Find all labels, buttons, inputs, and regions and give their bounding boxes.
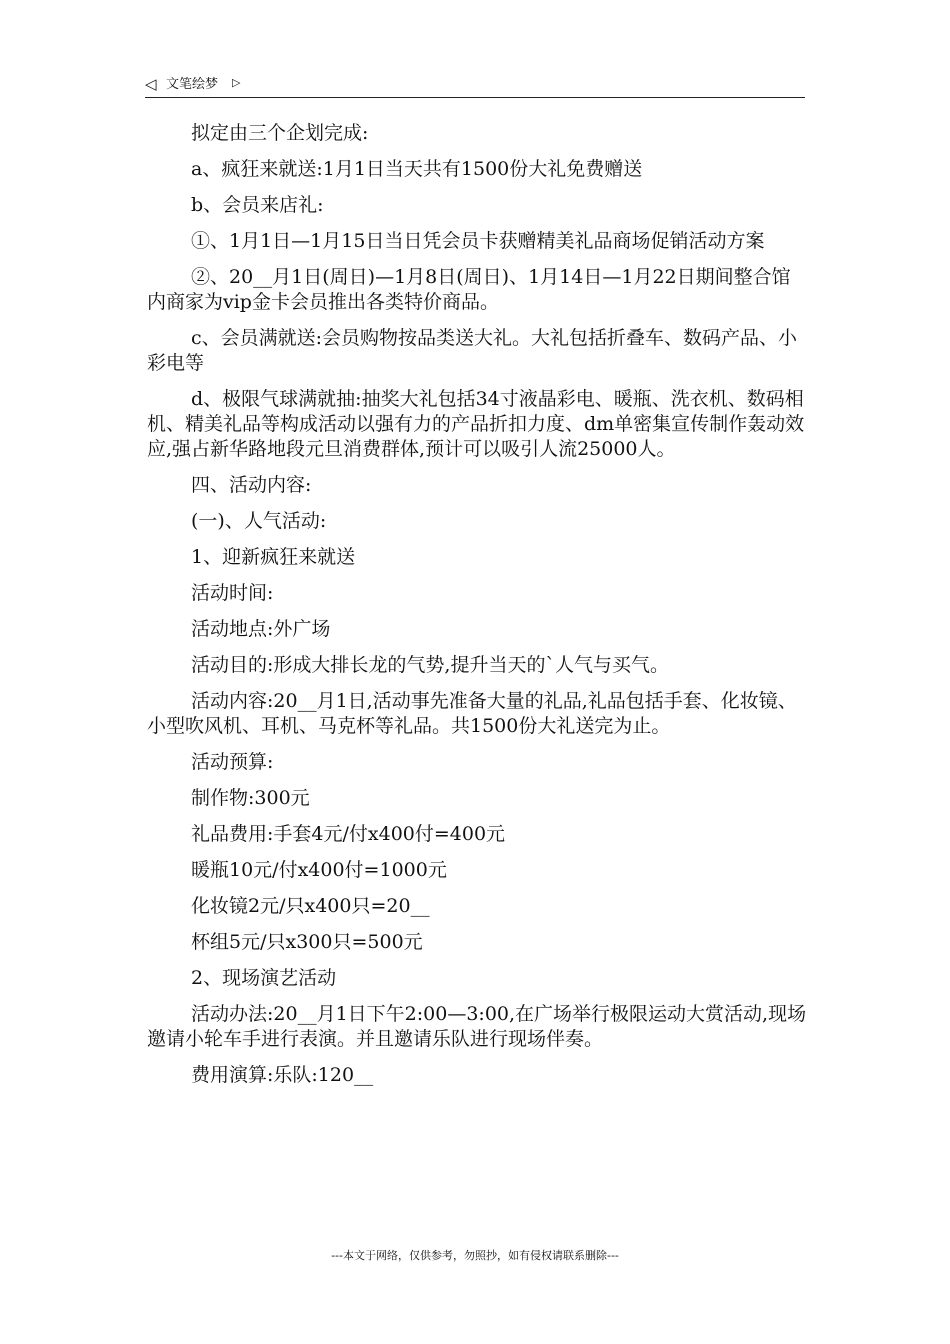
- item-heading: 2、现场演艺活动: [191, 967, 337, 989]
- paragraph: d、极限气球满就抽:抽奖大礼包括34寸液晶彩电、暖瓶、洗衣机、数码相机、精美礼品等构成活动以强有力的产品折扣力度、dm单密集宣传制作轰动效应,强占新华路地段元旦消费群体,预计可以吸引人流25000人。: [147, 388, 805, 460]
- budget-line: 礼品费用:手套4元/付x400付=400元: [191, 823, 506, 845]
- paragraph: a、疯狂来就送:1月1日当天共有1500份大礼免费赠送: [191, 158, 643, 180]
- subsection-heading: (一)、人气活动:: [191, 510, 327, 532]
- paragraph: b、会员来店礼:: [191, 194, 324, 216]
- header-divider: [145, 97, 805, 98]
- item-heading: 1、迎新疯狂来就送: [191, 546, 356, 568]
- paragraph: 活动地点:外广场: [191, 618, 331, 640]
- budget-line: 杯组5元/只x300只=500元: [191, 931, 423, 953]
- page-header: [145, 74, 805, 96]
- header-title: 文笔绘梦: [166, 77, 219, 92]
- budget-line: 制作物:300元: [191, 787, 310, 809]
- paragraph: 活动目的:形成大排长龙的气势,提升当天的`人气与买气。: [191, 654, 669, 676]
- paragraph: 活动时间:: [191, 582, 274, 604]
- paragraph: 活动内容:20__月1日,活动事先准备大量的礼品,礼品包括手套、化妆镜、小型吹风机、耳机、马克杯等礼品。共1500份大礼送完为止。: [147, 690, 797, 737]
- paragraph: ②、20__月1日(周日)—1月8日(周日)、1月14日—1月22日期间整合馆内商家为vip金卡会员推出各类特价商品。: [147, 266, 791, 313]
- document-body: [147, 121, 807, 1099]
- paragraph: 活动办法:20__月1日下午2:00—3:00,在广场举行极限运动大赏活动,现场邀请小轮车手进行表演。并且邀请乐队进行现场伴奏。: [147, 1003, 807, 1050]
- budget-line: 化妆镜2元/只x400只=20__: [191, 895, 430, 917]
- triangle-left-icon: ◁: [145, 75, 157, 93]
- paragraph: 活动预算:: [191, 751, 274, 773]
- page-footer: ---本文于网络，仅供参考，勿照抄，如有侵权请联系删除---: [331, 1249, 619, 1262]
- paragraph: 费用演算:乐队:120__: [191, 1064, 374, 1086]
- paragraph: ①、1月1日—1月15日当日凭会员卡获赠精美礼品商场促销活动方案: [191, 230, 765, 252]
- paragraph: c、会员满就送:会员购物按品类送大礼。大礼包括折叠车、数码产品、小彩电等: [147, 327, 798, 374]
- budget-line: 暖瓶10元/付x400付=1000元: [191, 859, 447, 881]
- triangle-right-icon: ▷: [232, 76, 241, 89]
- paragraph: 拟定由三个企划完成:: [191, 122, 369, 144]
- section-heading: 四、活动内容:: [191, 474, 312, 496]
